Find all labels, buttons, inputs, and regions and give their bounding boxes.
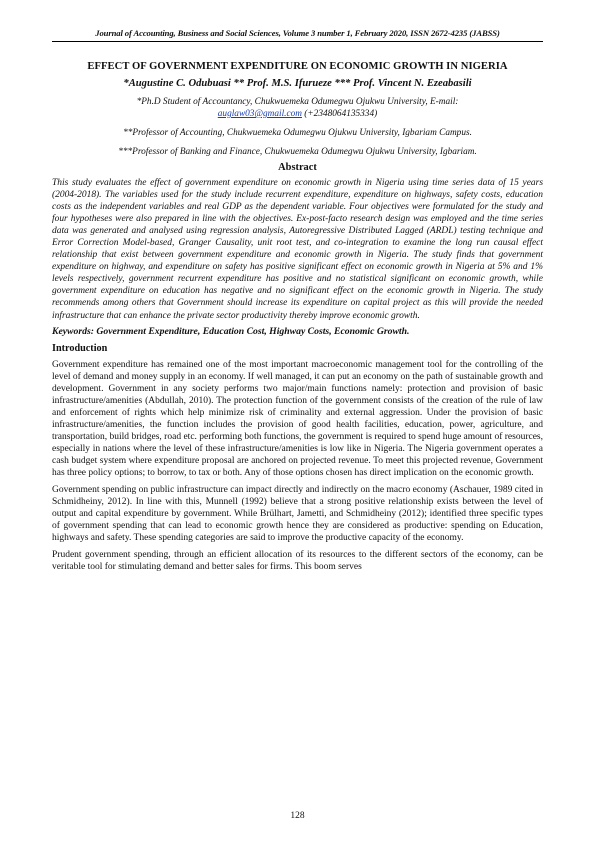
keywords: Keywords: Government Expenditure, Education Cost, Highway Costs, Economic Growth.: [52, 325, 410, 337]
affiliation-1-text: *Ph.D Student of Accountancy, Chukwuemeka Odumegwu Ojukwu University, E-mail:: [136, 97, 459, 107]
intro-paragraph-1: Government expenditure has remained one of the most important macroeconomic management tool for the controlling of the level of demand and money supply in an economy. If well managed, it can put an economy on the path of sustainable growth and development. Government in any society performs two major/main functions namely: protection and provision of basic infrastructure/amenities (Abdullah, 2010). The protection function of the government consists of the creation of the rule of law and enforcement of rights which help minimize risk of criminality and external aggression. Under the provision of basic infrastructure/amenities, the function includes the provision of good health facilities, education, power, agriculture, and transportation, build bridges, road etc. performing both functions, the government is required to spend huge amount of resources, especially in nations where the level of these infrastructure/amenities is low like in Nigeria. The Nigeria government operates a cash budget system where expenditure proposal are anchored on projected revenue. To meet this projected revenue, Government has three policy options; to borrow, to tax or both. Any of those options chosen has direct implication on the economic growth.: [52, 359, 543, 478]
introduction-heading: Introduction: [52, 342, 108, 354]
affiliation-1: [52, 96, 543, 120]
author-list: *Augustine C. Odubuasi ** Prof. M.S. Ifurueze *** Prof. Vincent N. Ezeabasili: [123, 78, 472, 89]
author-email-link[interactable]: auglaw03@gmail.com: [217, 109, 302, 119]
abstract-body: This study evaluates the effect of government expenditure on economic growth in Nigeria using time series data of 15 years (2004-2018). The variables used for the study include recurrent expenditure, expenditure on highways, safety costs, education costs as the independent variables and real GDP as the dependent variable. Four objectives were formulated for the study and four hypotheses were also prepared in line with the objectives. Ex-post-facto research design was employed and the time series data was generated and analysed using regression analysis, Autoregressive Distributed Lagged (ARDL) testing technique and Error Correction Model-based, Granger Causality, unit root test, and co-integration to examine the long run causal effect relationship that exist between government expenditure and economic growth in Nigeria. The study finds that government expenditure on highway, and expenditure on safety has positive significant effect on economic growth in Nigeria at 5% and 1% levels respectively, government recurrent expenditure has positive and no statistical significant on economic growth, while government expenditure on education has negative and no significant effect on the economic growth in Nigeria. The study recommends among others that Government should increase its expenditure on capital project as this will provide the needed infrastructure that can enhance the private sector productivity thereby improve economic growth.: [52, 178, 543, 321]
affiliation-3: ***Professor of Banking and Finance, Chukwuemeka Odumegwu Ojukwu University, Igbariam.: [118, 147, 477, 157]
author-phone: (+2348064135334): [301, 109, 378, 119]
intro-paragraph-2: Government spending on public infrastructure can impact directly and indirectly on the macro economy (Aschauer, 1989 cited in Schmidheiny, 2012). In line with this, Munnell (1992) believe that a strong positive relationship exists between the level of output and capital expenditure by government. While Brülhart, Jametti, and Schmidheiny (2012); identified three specific types of government spending that can lead to economic growth hence they are considered as productive: spending on Education, highways and safety. These spending categories are said to improve the productive capacity of the economy.: [52, 485, 543, 544]
paper-title: EFFECT OF GOVERNMENT EXPENDITURE ON ECONOMIC GROWTH IN NIGERIA: [87, 61, 508, 72]
journal-header: Journal of Accounting, Business and Social Sciences, Volume 3 number 1, February 2020, ISSN 2672-4235 (JABSS): [52, 28, 543, 42]
intro-paragraph-3: Prudent government spending, through an efficient allocation of its resources to the different sectors of the economy, can be veritable tool for stimulating demand and better sales for firms. This boom serves: [52, 550, 543, 573]
paper-page: [52, 28, 543, 573]
page-number: 128: [290, 811, 305, 821]
abstract-heading: Abstract: [278, 162, 317, 173]
affiliation-2: **Professor of Accounting, Chukwuemeka Odumegwu Ojukwu University, Igbariam Campus.: [123, 128, 472, 138]
